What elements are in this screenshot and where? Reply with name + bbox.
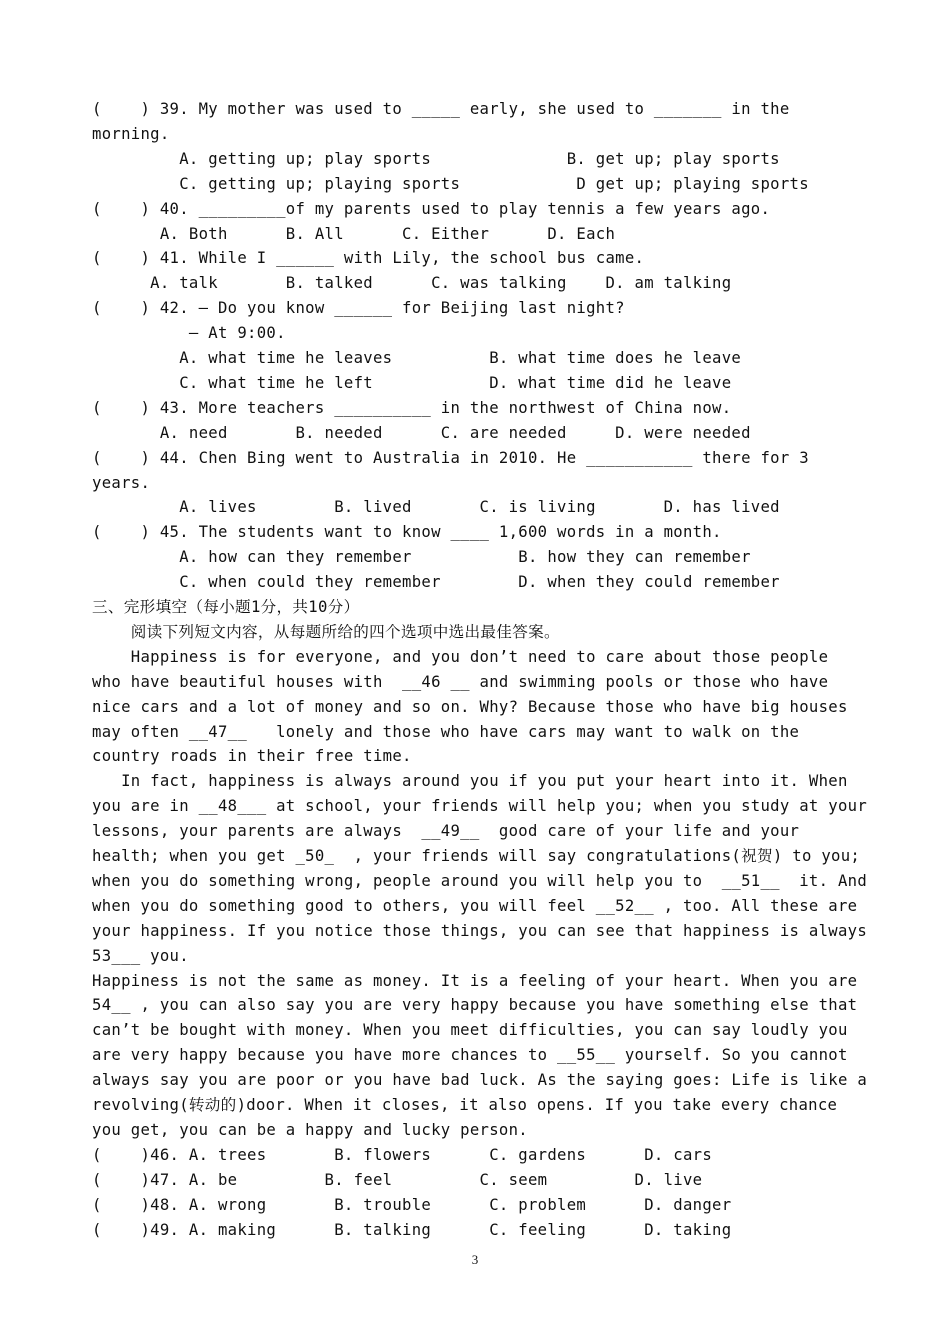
text-line: nice cars and a lot of money and so on. Why? Because those who have big houses bbox=[92, 697, 848, 716]
text-line: C. getting up; playing sports D get up; playing sports bbox=[92, 174, 809, 193]
text-line: ( ) 44. Chen Bing went to Australia in 2010. He ___________ there for 3 bbox=[92, 448, 809, 467]
text-line: 阅读下列短文内容，从每题所给的四个选项中选出最佳答案。 bbox=[92, 622, 560, 641]
text-line: who have beautiful houses with __46 __ and swimming pools or those who have bbox=[92, 672, 829, 691]
text-line: ( )49. A. making B. talking C. feeling D. taking bbox=[92, 1220, 732, 1239]
text-line: ( )48. A. wrong B. trouble C. problem D. danger bbox=[92, 1195, 732, 1214]
text-line: you are in __48___ at school, your friends will help you; when you study at your bbox=[92, 797, 868, 816]
text-line: A. lives B. lived C. is living D. has lived bbox=[92, 498, 780, 517]
text-line: A. what time he leaves B. what time does he leave bbox=[92, 349, 742, 367]
text-line: In fact, happiness is always around you if you put your heart into it. When bbox=[92, 772, 848, 791]
text-line: lessons, your parents are always __49__ good care of your life and your bbox=[92, 822, 800, 841]
text-line: you get, you can be a happy and lucky person. bbox=[92, 1120, 528, 1139]
text-line: C. when could they remember D. when they could remember bbox=[92, 573, 780, 592]
text-line: revolving(转动的)door. When it closes, it also opens. If you take every chance bbox=[92, 1096, 838, 1114]
text-line: A. talk B. talked C. was talking D. am talking bbox=[92, 274, 732, 293]
text-line: A. need B. needed C. are needed D. were needed bbox=[92, 423, 751, 442]
text-line: when you do something wrong, people around you will help you to __51__ it. And bbox=[92, 871, 868, 890]
text-line: ( ) 41. While I ______ with Lily, the school bus came. bbox=[92, 249, 645, 268]
text-line: 三、完形填空（每小题1分，共10分） bbox=[92, 598, 360, 616]
text-line: C. what time he left D. what time did he leave bbox=[92, 373, 732, 392]
text-line: may often __47__ lonely and those who have cars may want to walk on the bbox=[92, 722, 800, 741]
text-line: ( ) 42. — Do you know ______ for Beijing last night? bbox=[92, 299, 625, 318]
text-line: your happiness. If you notice those things, you can see that happiness is always bbox=[92, 921, 868, 940]
text-line: always say you are poor or you have bad luck. As the saying goes: Life is like a bbox=[92, 1071, 868, 1090]
text-line: 53___ you. bbox=[92, 946, 189, 965]
text-line: ( )46. A. trees B. flowers C. gardens D. cars bbox=[92, 1145, 713, 1164]
text-line: A. how can they remember B. how they can remember bbox=[92, 548, 751, 567]
text-line: health; when you get _50_ , your friends will say congratulations(祝贺) to you; bbox=[92, 847, 861, 865]
text-line: 54__ , you can also say you are very happy because you have something else that bbox=[92, 996, 858, 1015]
text-line: ( ) 39. My mother was used to _____ early, she used to _______ in the bbox=[92, 100, 790, 118]
text-line: when you do something good to others, you will feel __52__ , too. All these are bbox=[92, 896, 858, 915]
text-line: Happiness is not the same as money. It is a feeling of your heart. When you are bbox=[92, 971, 858, 990]
text-line: ( ) 45. The students want to know ____ 1,600 words in a month. bbox=[92, 523, 722, 542]
text-line: years. bbox=[92, 473, 151, 492]
text-line: A. Both B. All C. Either D. Each bbox=[92, 224, 616, 243]
page-number: 3 bbox=[471, 1252, 479, 1267]
text-line: ( ) 40. _________of my parents used to play tennis a few years ago. bbox=[92, 199, 771, 218]
text-line: Happiness is for everyone, and you don’t need to care about those people bbox=[92, 647, 829, 666]
text-line: — At 9:00. bbox=[92, 324, 286, 343]
text-line: are very happy because you have more chances to __55__ yourself. So you cannot bbox=[92, 1046, 848, 1065]
text-line: country roads in their free time. bbox=[92, 747, 412, 766]
text-line: morning. bbox=[92, 124, 170, 143]
text-line: can’t be bought with money. When you meet difficulties, you can say loudly you bbox=[92, 1021, 848, 1040]
text-line: ( )47. A. be B. feel C. seem D. live bbox=[92, 1170, 703, 1189]
text-line: ( ) 43. More teachers __________ in the northwest of China now. bbox=[92, 398, 732, 417]
text-line: A. getting up; play sports B. get up; play sports bbox=[92, 149, 780, 168]
